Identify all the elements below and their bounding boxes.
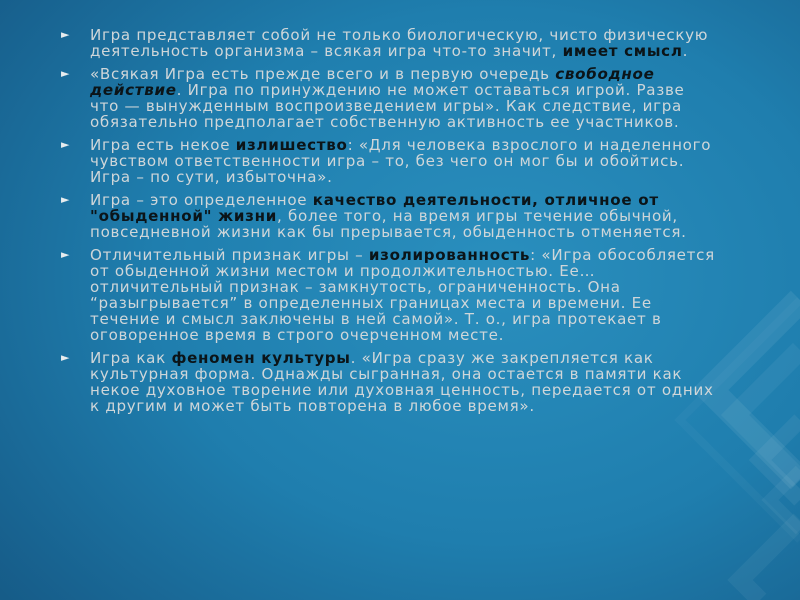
item-text: , более того, на время игры течение обычной, повседневной жизни как бы прерывается, обыденность отменяется. <box>90 207 687 241</box>
item-emphasis: свободное действие <box>90 65 655 99</box>
item-text: . Игра по принуждению не может оставаться игрой. Разве что — вынужденным воспроизведением игры». Как следствие, игра обязательно предполагает собственную активность ее участников. <box>90 81 685 131</box>
item-text: Игра как <box>90 349 172 367</box>
bullet-list <box>58 27 718 414</box>
bullet-arrow-icon: ► <box>61 193 71 206</box>
item-text: : «Для человека взрослого и наделенного чувством ответственности игра – то, без чего он мог бы и обойтись. Игра – по сути, избыточна». <box>90 136 712 186</box>
item-text: Игра – это определенное <box>90 191 313 209</box>
list-item <box>58 27 718 59</box>
item-text: Игра представляет собой не только биологическую, чисто физическую деятельность организма – всякая игра что-то значит, <box>90 26 709 60</box>
list-item <box>58 192 718 240</box>
item-emphasis: излишество <box>235 136 348 154</box>
list-item <box>58 137 718 185</box>
slide-body <box>58 27 718 421</box>
item-text: : «Игра обособляется от обыденной жизни местом и продолжительностью. Ее…отличительный признак – замкнутость, ограниченность. Она “разыгрывается” в определенных границах места и времени. Ее течение и смысл заключены в ней самой». Т. о., игра протекает в оговоренное время в строго очерченном месте. <box>90 246 715 344</box>
bullet-arrow-icon: ► <box>61 67 71 80</box>
item-text: Игра есть некое <box>90 136 236 154</box>
item-text: . <box>682 42 689 60</box>
item-text: . «Игра сразу же закрепляется как культурная форма. Однажды сыгранная, она остается в памяти как некое духовное творение или духовная ценность, передается от одних к другим и может быть повторена в любое время». <box>90 349 714 415</box>
item-emphasis: изолированность <box>368 246 531 264</box>
list-item <box>58 66 718 130</box>
item-text: «Всякая Игра есть прежде всего и в первую очередь <box>90 65 556 83</box>
list-item <box>58 350 718 414</box>
item-emphasis: имеет смысл <box>562 42 683 60</box>
bullet-arrow-icon: ► <box>61 138 71 151</box>
item-text: Отличительный признак игры – <box>90 246 369 264</box>
item-emphasis: качество деятельности, отличное от "обыденной" жизни <box>90 191 659 225</box>
bullet-arrow-icon: ► <box>61 28 71 41</box>
item-emphasis: феномен культуры <box>171 349 351 367</box>
bullet-arrow-icon: ► <box>61 351 71 364</box>
bullet-arrow-icon: ► <box>61 248 71 261</box>
list-item <box>58 247 718 343</box>
